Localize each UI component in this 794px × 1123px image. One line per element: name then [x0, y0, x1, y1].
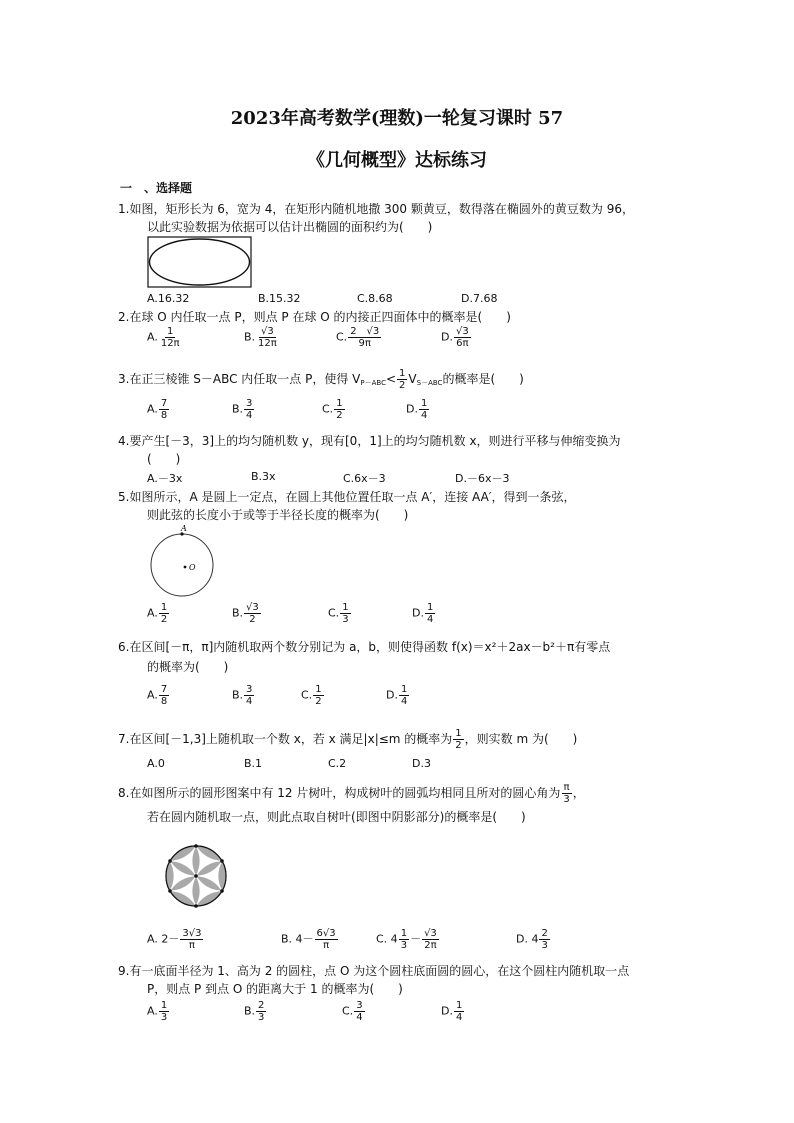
volume-symbol: V: [408, 372, 417, 386]
fraction: [425, 602, 435, 625]
denominator: 2: [455, 740, 462, 751]
numerator: √3: [246, 602, 259, 613]
vertex-dot: [194, 844, 198, 848]
fraction: [313, 684, 323, 707]
denominator: 2: [160, 614, 168, 625]
fraction: [399, 684, 409, 707]
fraction: [454, 326, 471, 349]
denominator: π: [188, 940, 195, 951]
fraction: [159, 398, 169, 421]
option-prefix: B. 4－: [281, 932, 314, 946]
option-prefix: D.: [441, 330, 453, 344]
option-prefix: B.: [232, 606, 244, 620]
numerator: 3√3: [182, 928, 202, 939]
question-1-option-a: A.16.32: [147, 292, 190, 305]
option-prefix: C.: [328, 606, 340, 620]
vertex-dot: [168, 889, 172, 893]
fraction: [348, 326, 381, 349]
numerator: π: [563, 782, 570, 793]
question-4-option-b: B.3x: [251, 470, 276, 483]
numerator: √3: [455, 326, 469, 337]
fraction: [334, 398, 344, 421]
question-3-option-d: [406, 398, 430, 421]
question-6-line-2: 的概率为( ): [147, 660, 229, 674]
numerator: √3: [424, 928, 437, 939]
question-2-option-a: [147, 326, 183, 349]
question-9-line-1: 9.有一底面半径为 1、高为 2 的圆柱，点 O 为这个圆柱底面圆的圆心，在这个圆柱内随机取一点: [118, 964, 630, 978]
option-prefix: D.: [386, 688, 398, 702]
question-7-pre: 7.在区间[－1,3]上随机取一个数 x，若 x 满足|x|≤m 的概率为: [118, 732, 453, 746]
fraction: [159, 1000, 169, 1023]
question-1-line-2: 以此实验数据为依据可以估计出椭圆的面积约为( ): [147, 220, 433, 234]
fraction: [244, 684, 254, 707]
question-1-option-b: B.15.32: [258, 292, 301, 305]
question-3-pre: 3.在正三棱锥 S－ABC 内任取一点 P，使得 V: [118, 372, 361, 386]
vertex-dot: [194, 874, 198, 878]
fraction: [159, 326, 182, 349]
fraction: [244, 602, 261, 625]
option-prefix: C.: [322, 402, 334, 416]
question-6-option-d: [386, 684, 410, 707]
question-4-line-2: ( ): [147, 452, 181, 466]
rectangle-ellipse-figure: [147, 236, 253, 290]
denominator: 3: [400, 940, 408, 951]
option-prefix: D.: [406, 402, 418, 416]
option-prefix: D.: [412, 606, 424, 620]
question-8-option-d: [516, 928, 551, 951]
denominator: 8: [160, 696, 168, 707]
denominator: 4: [246, 410, 253, 421]
section-heading: 一 、选择题: [120, 181, 193, 195]
label-a: A: [181, 524, 187, 533]
question-5-option-d: [412, 602, 436, 625]
option-prefix: A.: [147, 402, 158, 416]
option-prefix: D.: [441, 1004, 453, 1018]
question-8-option-a: [147, 928, 204, 951]
vertex-dot: [220, 889, 224, 893]
option-prefix: C.: [301, 688, 313, 702]
question-7-option-d: D.3: [412, 757, 431, 770]
vertex-dot: [194, 904, 198, 908]
denominator: 4: [356, 1012, 363, 1023]
numerator: 1: [400, 684, 408, 695]
fraction: [399, 928, 409, 951]
question-5-line-2: 则此弦的长度小于或等于半径长度的概率为( ): [147, 508, 409, 522]
denominator: 2π: [424, 940, 437, 951]
fraction: [315, 928, 338, 951]
question-6-option-a: [147, 684, 170, 707]
denominator: 4: [455, 1012, 463, 1023]
label-o: O: [189, 563, 196, 572]
option-prefix: C.: [336, 330, 348, 344]
numerator: 1: [160, 1000, 168, 1011]
denominator: 2: [315, 696, 322, 707]
option-prefix: B.: [232, 402, 244, 416]
question-2-option-c: [336, 326, 382, 349]
question-3-option-a: [147, 398, 170, 421]
numerator: 1: [455, 728, 462, 739]
numerator: 1: [426, 602, 434, 613]
fraction: [180, 928, 203, 951]
numerator: 1: [400, 928, 408, 939]
question-4-option-c: C.6x－3: [343, 472, 386, 485]
denominator: 4: [420, 410, 428, 421]
option-prefix: B.: [244, 1004, 256, 1018]
numerator: 7: [160, 684, 168, 695]
question-9-option-d: [441, 1000, 465, 1023]
denominator: 2: [249, 614, 256, 625]
numerator: 1: [160, 602, 168, 613]
question-7-post: ，则实数 m 为( ): [464, 732, 578, 746]
question-1-line-1: 1.如图，矩形长为 6，宽为 4，在矩形内随机地撒 300 颗黄豆，数得落在椭圆外的黄豆数为 96，: [118, 202, 634, 216]
numerator: 1: [315, 684, 322, 695]
question-9-line-2: P，则点 P 到点 O 的距离大于 1 的概率为( ): [147, 982, 403, 996]
option-prefix: B.: [244, 330, 256, 344]
fraction: [454, 1000, 464, 1023]
question-6-option-b: [232, 684, 255, 707]
question-8-pre: 8.在如图所示的圆形图案中有 12 片树叶，构成树叶的圆弧均相同且所对的圆心角为: [118, 786, 561, 800]
denominator: 9π: [358, 338, 371, 349]
question-8-line-2: 若在圆内随机取一点，则此点取自树叶(即图中阴影部分)的概率是( ): [147, 810, 526, 824]
question-9-option-b: [244, 1000, 267, 1023]
numerator: 1: [167, 326, 174, 337]
title-line-1: 2023年高考数学(理数)一轮复习课时 57: [230, 108, 564, 129]
question-5-line-1: 5.如图所示，A 是圆上一定点，在圆上其他位置任取一点 A′，连接 AA′，得到一条弦，: [118, 490, 576, 504]
question-8-option-b: [281, 928, 339, 951]
question-3-post: 的概率是( ): [442, 372, 524, 386]
minus-sign: －: [410, 932, 422, 946]
numerator: 1: [342, 602, 349, 613]
fraction: [256, 1000, 266, 1023]
option-prefix: C.: [342, 1004, 354, 1018]
fraction: [159, 684, 169, 707]
title-line-2: 《几何概型》达标练习: [307, 150, 487, 171]
question-9-option-c: [342, 1000, 366, 1023]
option-prefix: A.: [147, 1004, 158, 1018]
question-4-option-a: A.－3x: [147, 472, 183, 485]
numerator: 2: [541, 928, 548, 939]
question-2-text: 2.在球 O 内任取一点 P，则点 P 在球 O 的内接正四面体中的概率是( ): [118, 310, 511, 324]
question-7-option-a: A.0: [147, 757, 165, 770]
fraction: [422, 928, 439, 951]
question-6-option-c: [301, 684, 325, 707]
fraction: [354, 1000, 364, 1023]
subscript: P－ABC: [360, 379, 386, 387]
question-4-option-d: D.－6x－3: [455, 472, 510, 485]
denominator: 12π: [258, 338, 277, 349]
question-8-option-c: [376, 928, 440, 951]
numerator: 3: [246, 684, 253, 695]
question-1-option-c: C.8.68: [357, 292, 393, 305]
numerator: 1: [455, 1000, 463, 1011]
question-5-option-a: [147, 602, 170, 625]
option-prefix: A.: [147, 330, 158, 344]
circle-chord-figure: [148, 522, 220, 598]
denominator: 2: [336, 410, 343, 421]
option-prefix: A. 2－: [147, 932, 180, 946]
numerator: 1: [336, 398, 343, 409]
option-prefix: B.: [232, 688, 244, 702]
less-than: <: [385, 372, 397, 386]
numerator: 2 √3: [350, 326, 380, 337]
denominator: 3: [563, 794, 570, 805]
denominator: 3: [541, 940, 548, 951]
option-prefix: A.: [147, 606, 158, 620]
question-5-option-b: [232, 602, 262, 625]
fraction: [244, 398, 254, 421]
numerator: 1: [420, 398, 428, 409]
numerator: 7: [160, 398, 168, 409]
question-7-option-c: C.2: [328, 757, 347, 770]
denominator: 8: [160, 410, 168, 421]
question-4-line-1: 4.要产生[－3，3]上的均匀随机数 y，现有[0，1]上的均匀随机数 x，则进行平移与伸缩变换为: [118, 434, 621, 448]
denominator: 12π: [160, 338, 180, 349]
question-9-option-a: [147, 1000, 170, 1023]
question-3-option-c: [322, 398, 346, 421]
numerator: 6√3: [316, 928, 336, 939]
leaf-pattern-figure: [148, 838, 244, 914]
denominator: 4: [426, 614, 434, 625]
question-1-option-d: D.7.68: [461, 292, 498, 305]
vertex-dot: [168, 859, 172, 863]
question-7-option-b: B.1: [244, 757, 263, 770]
denominator: 2: [399, 380, 406, 391]
question-2-option-b: [244, 326, 280, 349]
option-prefix: A.: [147, 688, 158, 702]
fraction: [561, 782, 571, 805]
numerator: 2: [258, 1000, 265, 1011]
numerator: 1: [399, 368, 406, 379]
denominator: 4: [246, 696, 253, 707]
denominator: π: [323, 940, 330, 951]
denominator: 3: [342, 614, 349, 625]
fraction: [340, 602, 350, 625]
option-prefix: C. 4: [376, 932, 398, 946]
question-3-option-b: [232, 398, 255, 421]
subscript: S－ABC: [416, 379, 443, 387]
fraction: [539, 928, 549, 951]
fraction: [256, 326, 279, 349]
denominator: 4: [400, 696, 408, 707]
fraction: [159, 602, 169, 625]
vertex-dot: [220, 859, 224, 863]
fraction: [453, 728, 463, 751]
question-8-line-1: [118, 782, 585, 805]
question-5-option-c: [328, 602, 352, 625]
denominator: 3: [258, 1012, 265, 1023]
numerator: 3: [246, 398, 253, 409]
numerator: 3: [356, 1000, 363, 1011]
question-6-line-1: 6.在区间[－π，π]内随机取两个数分别记为 a，b，则使得函数 f(x)＝x²＋2ax－b²＋π有零点: [118, 640, 611, 654]
fraction: [397, 368, 407, 391]
question-8-post: ，: [572, 786, 585, 800]
question-3-text: [118, 368, 524, 392]
numerator: √3: [261, 326, 274, 337]
option-prefix: D. 4: [516, 932, 539, 946]
question-2-option-d: [441, 326, 472, 349]
question-7-text: [118, 728, 577, 751]
denominator: 6π: [456, 338, 469, 349]
fraction: [419, 398, 429, 421]
denominator: 3: [160, 1012, 168, 1023]
